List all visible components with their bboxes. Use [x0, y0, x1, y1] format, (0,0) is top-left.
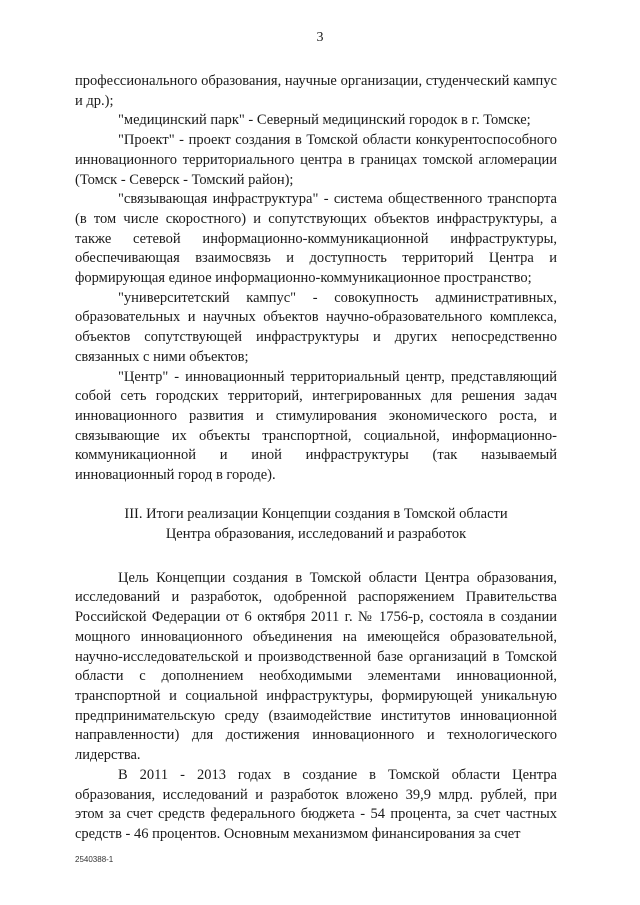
page-number: 3 — [316, 30, 324, 45]
section-heading-line2: Центра образования, исследований и разработок — [165, 525, 467, 542]
section-heading-line1: III. Итоги реализации Концепции создания в Томской области — [124, 505, 508, 522]
paragraph: "Проект" - проект создания в Томской области конкурентоспособного инновационного территориального центра в границах томской агломерации (Томск - Северск - Томский район); — [75, 132, 557, 188]
section-heading — [75, 504, 557, 544]
paragraph: "медицинский парк" - Северный медицинский городок в г. Томске; — [118, 112, 531, 129]
paragraph: В 2011 - 2013 годах в создание в Томской области Центра образования, исследований и разработок вложено 39,9 млрд. рублей, при этом за счет средств федерального бюджета - 54 процента, за счет частных средств - 46 процентов. Основным механизмом финансирования за счет — [75, 766, 557, 842]
document-code: 2540388-1 — [75, 855, 114, 864]
paragraph: "Центр" - инновационный территориальный центр, представляющий собой сеть городских территорий, интегрированных для решения задач инновационного развития и стимулирования экономического роста, и связывающие их объекты транспортной, социальной, информационно-коммуникационной и иной инфраструктуры (так называемый инновационный город в городе). — [75, 368, 557, 484]
results-block — [75, 569, 557, 845]
paragraph: Цель Концепции создания в Томской области Центра образования, исследований и разработок, одобренной распоряжением Правительства Российской Федерации от 6 октября 2011 г. № 1756-р, состояла в создании мощного инновационного объединения на имеющейся образовательной, научно-исследовательской и производственной базе организаций в Томской области с дополнением необходимыми элементами инновационной, транспортной и социальной инфраструктуры, формирующей уникальную предпринимательскую среду (взаимодействие институтов инновационной направленности) для достижения инновационного и технологического лидерства. — [75, 569, 557, 764]
paragraph: профессионального образования, научные организации, студенческий кампус и др.); — [75, 73, 557, 109]
paragraph: "связывающая инфраструктура" - система общественного транспорта (в том числе скоростного) и сопутствующих объектов инфраструктуры, а также сетевой информационно-коммуникационной инфраструктуры, обеспечивающая взаимосвязь и доступность территорий Центра и формирующая единое информационно-коммуникационное пространство; — [75, 191, 557, 287]
definitions-block — [75, 72, 557, 486]
document-body — [75, 72, 557, 845]
paragraph: "университетский кампус" - совокупность административных, образовательных и научных объектов научно-образовательного комплекса, объектов сопутствующей инфраструктуры и других непосредственно связанных с ними объектов; — [75, 289, 557, 365]
